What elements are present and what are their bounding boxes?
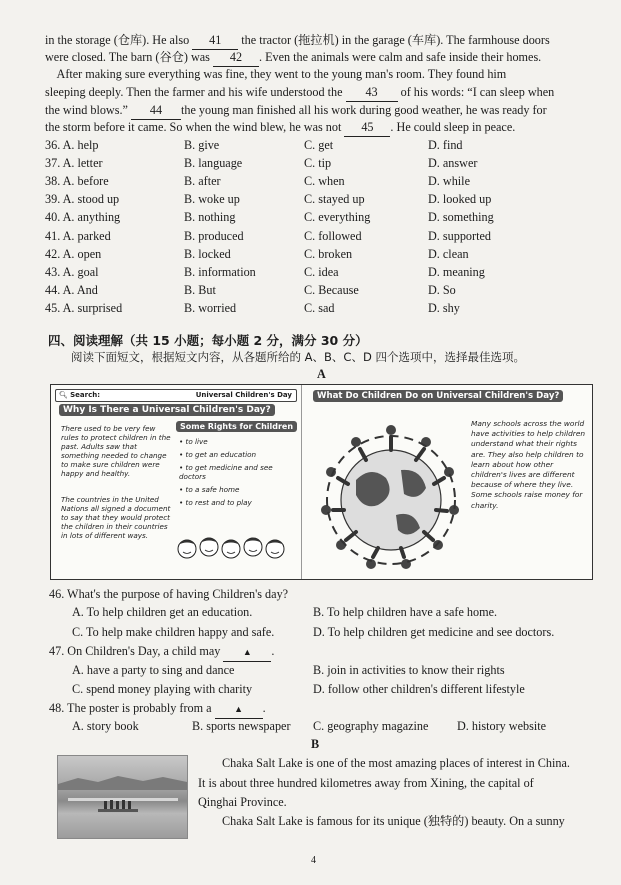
q47-option-a[interactable]: A. have a party to sing and dance — [72, 663, 235, 677]
cloze-question-option-a[interactable]: 45. A. surprised — [45, 300, 123, 315]
cloze-question-option-a[interactable]: 44. A. And — [45, 282, 98, 297]
q46-option-b[interactable]: B. To help children have a safe home. — [313, 605, 498, 619]
q46-option-a[interactable]: A. To help children get an education. — [72, 605, 253, 619]
cloze-option-c[interactable]: C. everything — [304, 210, 371, 225]
poster — [50, 384, 593, 580]
search-bar — [55, 389, 297, 402]
blank-41[interactable]: 41 — [192, 31, 238, 50]
q48-blank[interactable]: ▲ — [215, 700, 263, 719]
cloze-option-d[interactable]: D. supported — [428, 228, 491, 243]
passage-b-line: It is about three hundred kilometres away from Xining, the capital of — [198, 776, 534, 790]
cloze-option-c[interactable]: C. tip — [304, 156, 332, 171]
cloze-question-option-a[interactable]: 42. A. open — [45, 246, 102, 261]
cloze-option-d[interactable]: D. shy — [428, 300, 460, 315]
question-48: 48. The poster is probably from a ▲ . — [49, 699, 266, 719]
cloze-option-d[interactable]: D. find — [428, 138, 463, 152]
rights-title: Some Rights for Children — [176, 421, 297, 432]
right-title: What Do Children Do on Universal Children's Day? — [313, 390, 563, 402]
cloze-option-b[interactable]: B. produced — [184, 228, 244, 243]
q48-option-b[interactable]: B. sports newspaper — [192, 719, 291, 733]
q48-option-d[interactable]: D. history website — [457, 719, 547, 733]
passage-b-line: Chaka Salt Lake is one of the most amazing places of interest in China. — [222, 756, 570, 770]
right-item: • to a safe home — [179, 485, 240, 494]
cloze-option-b[interactable]: B. worried — [184, 300, 237, 315]
passage-line: the storm before it came. So when the wind blew, he was not 45 . He could sleep in peace. — [45, 118, 515, 137]
blank-42[interactable]: 42 — [213, 48, 259, 67]
q46-option-c[interactable]: C. To help make children happy and safe. — [72, 625, 275, 639]
blank-45[interactable]: 45 — [344, 118, 390, 137]
q47-option-c[interactable]: C. spend money playing with charity — [72, 682, 253, 696]
left-para-2: The countries in the United Nations all signed a document to say that they would protect the children in their countries in lots of different ways. — [61, 495, 171, 540]
cloze-option-d[interactable]: D. clean — [428, 246, 469, 261]
cloze-option-d[interactable]: D. meaning — [428, 264, 485, 279]
left-title: Why Is There a Universal Children's Day? — [59, 404, 275, 416]
cloze-option-b[interactable]: B. locked — [184, 246, 231, 261]
left-para-1: There used to be very few rules to protect children in the past. Adults saw that something needed to change to make sure children were happy and healthy. — [61, 424, 171, 478]
cloze-question-option-a[interactable]: 41. A. parked — [45, 228, 111, 243]
children-faces-illustration — [173, 525, 291, 573]
cloze-option-c[interactable]: C. sad — [304, 300, 335, 315]
cloze-option-b[interactable]: B. give — [184, 138, 220, 152]
cloze-question-option-a[interactable]: 43. A. goal — [45, 264, 99, 279]
right-para: Many schools across the world have activities to help children understand what their rights are. They also help children to learn about how other children's lives are different because of where they live. Some schools raise money for charity. — [471, 419, 586, 510]
cloze-option-d[interactable]: D. something — [428, 210, 494, 225]
cloze-option-c[interactable]: C. stayed up — [304, 192, 365, 207]
poster-header: Universal Children's Day — [195, 391, 292, 399]
right-item: • to rest and to play — [179, 498, 252, 507]
search-label: Search: — [70, 391, 101, 399]
rights-list — [179, 437, 279, 511]
question-46: 46. What's the purpose of having Children's day? — [49, 587, 289, 601]
q47-blank[interactable]: ▲ — [223, 643, 271, 662]
section-instruction: 阅读下面短文，根据短文内容，从各题所给的 A、B、C、D 四个选项中，选择最佳选项。 — [71, 350, 525, 364]
divider — [301, 385, 302, 579]
cloze-option-b[interactable]: B. woke up — [184, 192, 240, 207]
passage-line: sleeping deeply. Then the farmer and his wife understood the 43 of his words: “I can sleep when — [45, 83, 554, 102]
right-item: • to get an education — [179, 450, 257, 459]
cloze-option-c[interactable]: C. broken — [304, 246, 353, 261]
right-item: • to get medicine and see doctors — [179, 463, 273, 481]
globe-children-illustration — [316, 410, 466, 575]
passage-a-label: A — [317, 367, 326, 381]
cloze-option-c[interactable]: C. Because — [304, 282, 359, 297]
section-heading: 四、阅读理解（共 15 小题；每小题 2 分，满分 30 分） — [48, 333, 368, 348]
cloze-question-option-a[interactable]: 36. A. help — [45, 138, 99, 152]
q47-option-b[interactable]: B. join in activities to know their rights — [313, 663, 505, 677]
cloze-question-option-a[interactable]: 39. A. stood up — [45, 192, 120, 207]
cloze-option-b[interactable]: B. But — [184, 282, 216, 297]
passage-line: After making sure everything was fine, they went to the young man's room. They found him — [45, 67, 507, 81]
passage-line: the wind blows.” 44 the young man finished all his work during good weather, he was ready for — [45, 101, 547, 120]
cloze-option-b[interactable]: B. after — [184, 174, 221, 189]
passage-b-line: Qinghai Province. — [198, 795, 287, 809]
right-item: • to live — [179, 437, 208, 446]
cloze-option-d[interactable]: D. while — [428, 174, 470, 189]
cloze-option-c[interactable]: C. idea — [304, 264, 339, 279]
q48-option-c[interactable]: C. geography magazine — [313, 719, 429, 733]
blank-43[interactable]: 43 — [346, 83, 398, 102]
question-47: 47. On Children's Day, a child may ▲ . — [49, 642, 274, 662]
salt-lake-photo — [57, 755, 188, 839]
q46-option-d[interactable]: D. To help children get medicine and see doctors. — [313, 625, 555, 639]
cloze-option-b[interactable]: B. language — [184, 156, 243, 171]
cloze-question-option-a[interactable]: 40. A. anything — [45, 210, 121, 225]
passage-b-label: B — [311, 737, 320, 751]
blank-44[interactable]: 44 — [131, 101, 181, 120]
cloze-question-option-a[interactable]: 38. A. before — [45, 174, 109, 189]
cloze-option-c[interactable]: C. get — [304, 138, 334, 152]
page-number: 4 — [311, 855, 316, 866]
cloze-option-d[interactable]: D. So — [428, 282, 456, 297]
passage-line: in the storage (仓库). He also 41 the tractor (拖拉机) in the garage (车库). The farmhouse doors — [45, 31, 550, 50]
cloze-option-b[interactable]: B. nothing — [184, 210, 236, 225]
passage-b-line: Chaka Salt Lake is famous for its unique (独特的) beauty. On a sunny — [222, 814, 565, 828]
cloze-option-c[interactable]: C. when — [304, 174, 345, 189]
cloze-option-d[interactable]: D. answer — [428, 156, 478, 171]
q48-option-a[interactable]: A. story book — [72, 719, 139, 733]
cloze-option-d[interactable]: D. looked up — [428, 192, 492, 207]
passage-line: were closed. The barn (谷仓) was 42 . Even the animals were calm and safe inside their homes. — [45, 48, 541, 67]
cloze-option-b[interactable]: B. information — [184, 264, 256, 279]
cloze-option-c[interactable]: C. followed — [304, 228, 362, 243]
cloze-question-option-a[interactable]: 37. A. letter — [45, 156, 103, 171]
search-icon: 🔍︎ — [59, 391, 68, 399]
q47-option-d[interactable]: D. follow other children's different lifestyle — [313, 682, 525, 696]
